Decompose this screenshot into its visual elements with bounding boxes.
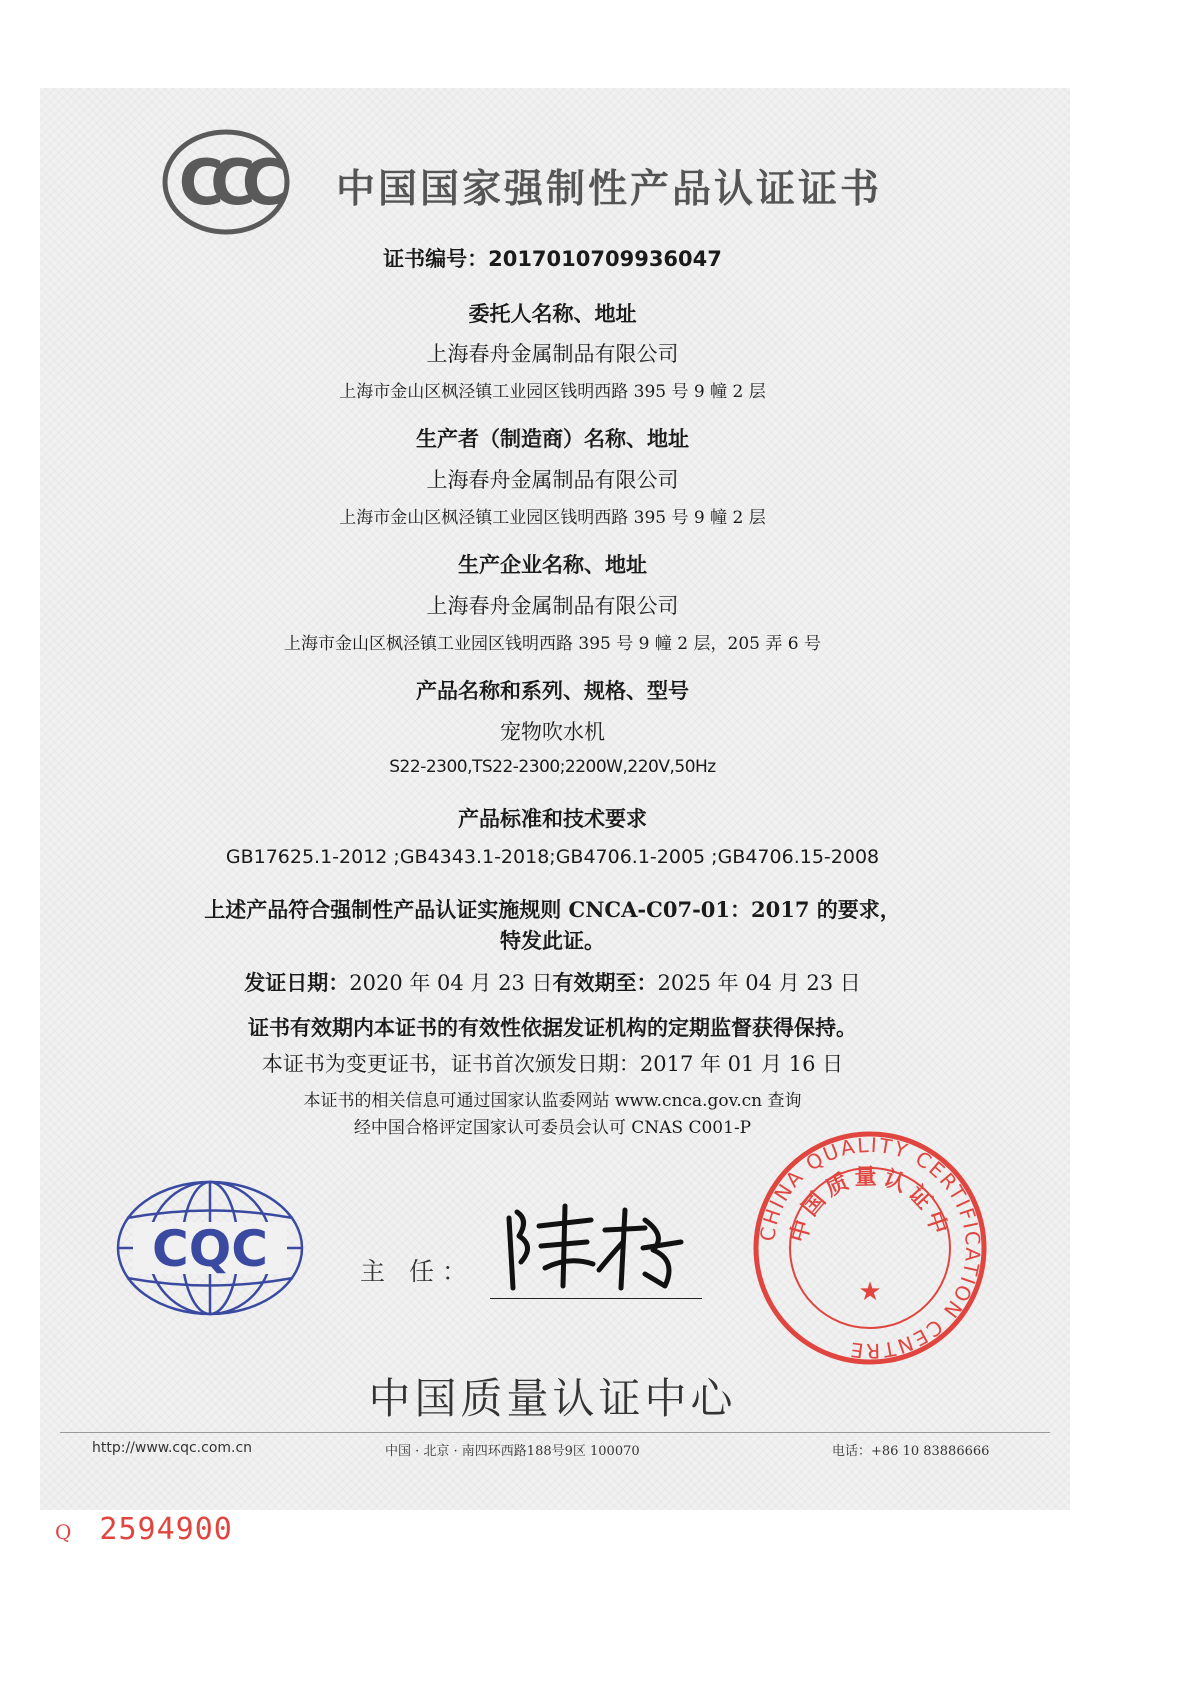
svg-text:★: ★ — [858, 1277, 882, 1307]
footer-address: 中国 · 北京 · 南四环西路188号9区 100070 — [385, 1444, 640, 1459]
ccc-logo — [162, 128, 290, 236]
director-label: 主 任： — [360, 1257, 475, 1286]
conformity-line-2: 特发此证。 — [500, 928, 605, 953]
seal-outer-text: CHINA QUALITY CERTIFICATION CENTRE — [755, 1132, 986, 1364]
client-heading: 委托人名称、地址 — [468, 301, 637, 326]
cqc-logo — [115, 1178, 305, 1318]
factory-name: 上海春舟金属制品有限公司 — [426, 594, 679, 618]
serial-prefix: Q — [55, 1520, 72, 1544]
director-signature — [495, 1190, 695, 1300]
manufacturer-heading: 生产者（制造商）名称、地址 — [416, 426, 689, 451]
validity-note: 证书有效期内本证书的有效性依据发证机构的定期监督获得保持。 — [248, 1015, 857, 1040]
serial-number: 2594900 — [99, 1512, 233, 1547]
client-address: 上海市金山区枫泾镇工业园区钱明西路 395 号 9 幢 2 层 — [339, 382, 766, 402]
expiry-date: 2025 年 04 月 23 日 — [657, 971, 861, 995]
issue-date-label: 发证日期： — [244, 970, 350, 995]
seal-inner-text: 中国质量认证中 — [786, 1164, 953, 1246]
ccc-logo-text: CCC — [178, 146, 274, 219]
factory-heading: 生产企业名称、地址 — [458, 552, 647, 577]
manufacturer-name: 上海春舟金属制品有限公司 — [426, 468, 679, 492]
product-heading: 产品名称和系列、规格、型号 — [416, 678, 689, 703]
standards-heading: 产品标准和技术要求 — [458, 806, 647, 831]
conformity-line-1: 上述产品符合强制性产品认证实施规则 CNCA-C07-01：2017 的要求， — [204, 897, 901, 922]
footer-phone: 电话：+86 10 83886666 — [832, 1444, 990, 1459]
footer-divider — [60, 1432, 1050, 1433]
serial-number-row — [55, 1512, 233, 1547]
query-note: 本证书的相关信息可通过国家认监委网站 www.cnca.gov.cn 查询 — [303, 1091, 802, 1111]
certificate-title: 中国国家强制性产品认证证书 — [336, 167, 883, 212]
expiry-date-label: 有效期至： — [552, 970, 658, 995]
manufacturer-address: 上海市金山区枫泾镇工业园区钱明西路 395 号 9 幢 2 层 — [339, 508, 766, 528]
standards-list: GB17625.1-2012 ;GB4343.1-2018;GB4706.1-2005 ;GB4706.15-2008 — [225, 846, 880, 868]
certificate-number-row — [0, 243, 1105, 273]
signature-line — [490, 1298, 702, 1299]
issue-date: 2020 年 04 月 23 日 — [349, 971, 553, 995]
client-name: 上海春舟金属制品有限公司 — [426, 342, 679, 366]
factory-address: 上海市金山区枫泾镇工业园区钱明西路 395 号 9 幢 2 层，205 弄 6 号 — [284, 634, 821, 654]
cqc-seal — [752, 1130, 988, 1366]
dates-row — [0, 967, 1105, 997]
change-note: 本证书为变更证书，证书首次颁发日期：2017 年 01 月 16 日 — [261, 1052, 844, 1076]
cqc-logo-text: CQC — [152, 1220, 268, 1278]
product-name: 宠物吹水机 — [500, 720, 605, 744]
footer-website: http://www.cqc.com.cn — [92, 1440, 253, 1456]
product-models: S22-2300,TS22-2300;2200W,220V,50Hz — [389, 757, 716, 777]
cnas-note: 经中国合格评定国家认可委员会认可 CNAS C001-P — [353, 1118, 752, 1138]
certificate-number-label: 证书编号： — [383, 246, 489, 271]
issuer-name: 中国质量认证中心 — [368, 1374, 737, 1423]
certificate-number: 2017010709936047 — [488, 247, 722, 271]
